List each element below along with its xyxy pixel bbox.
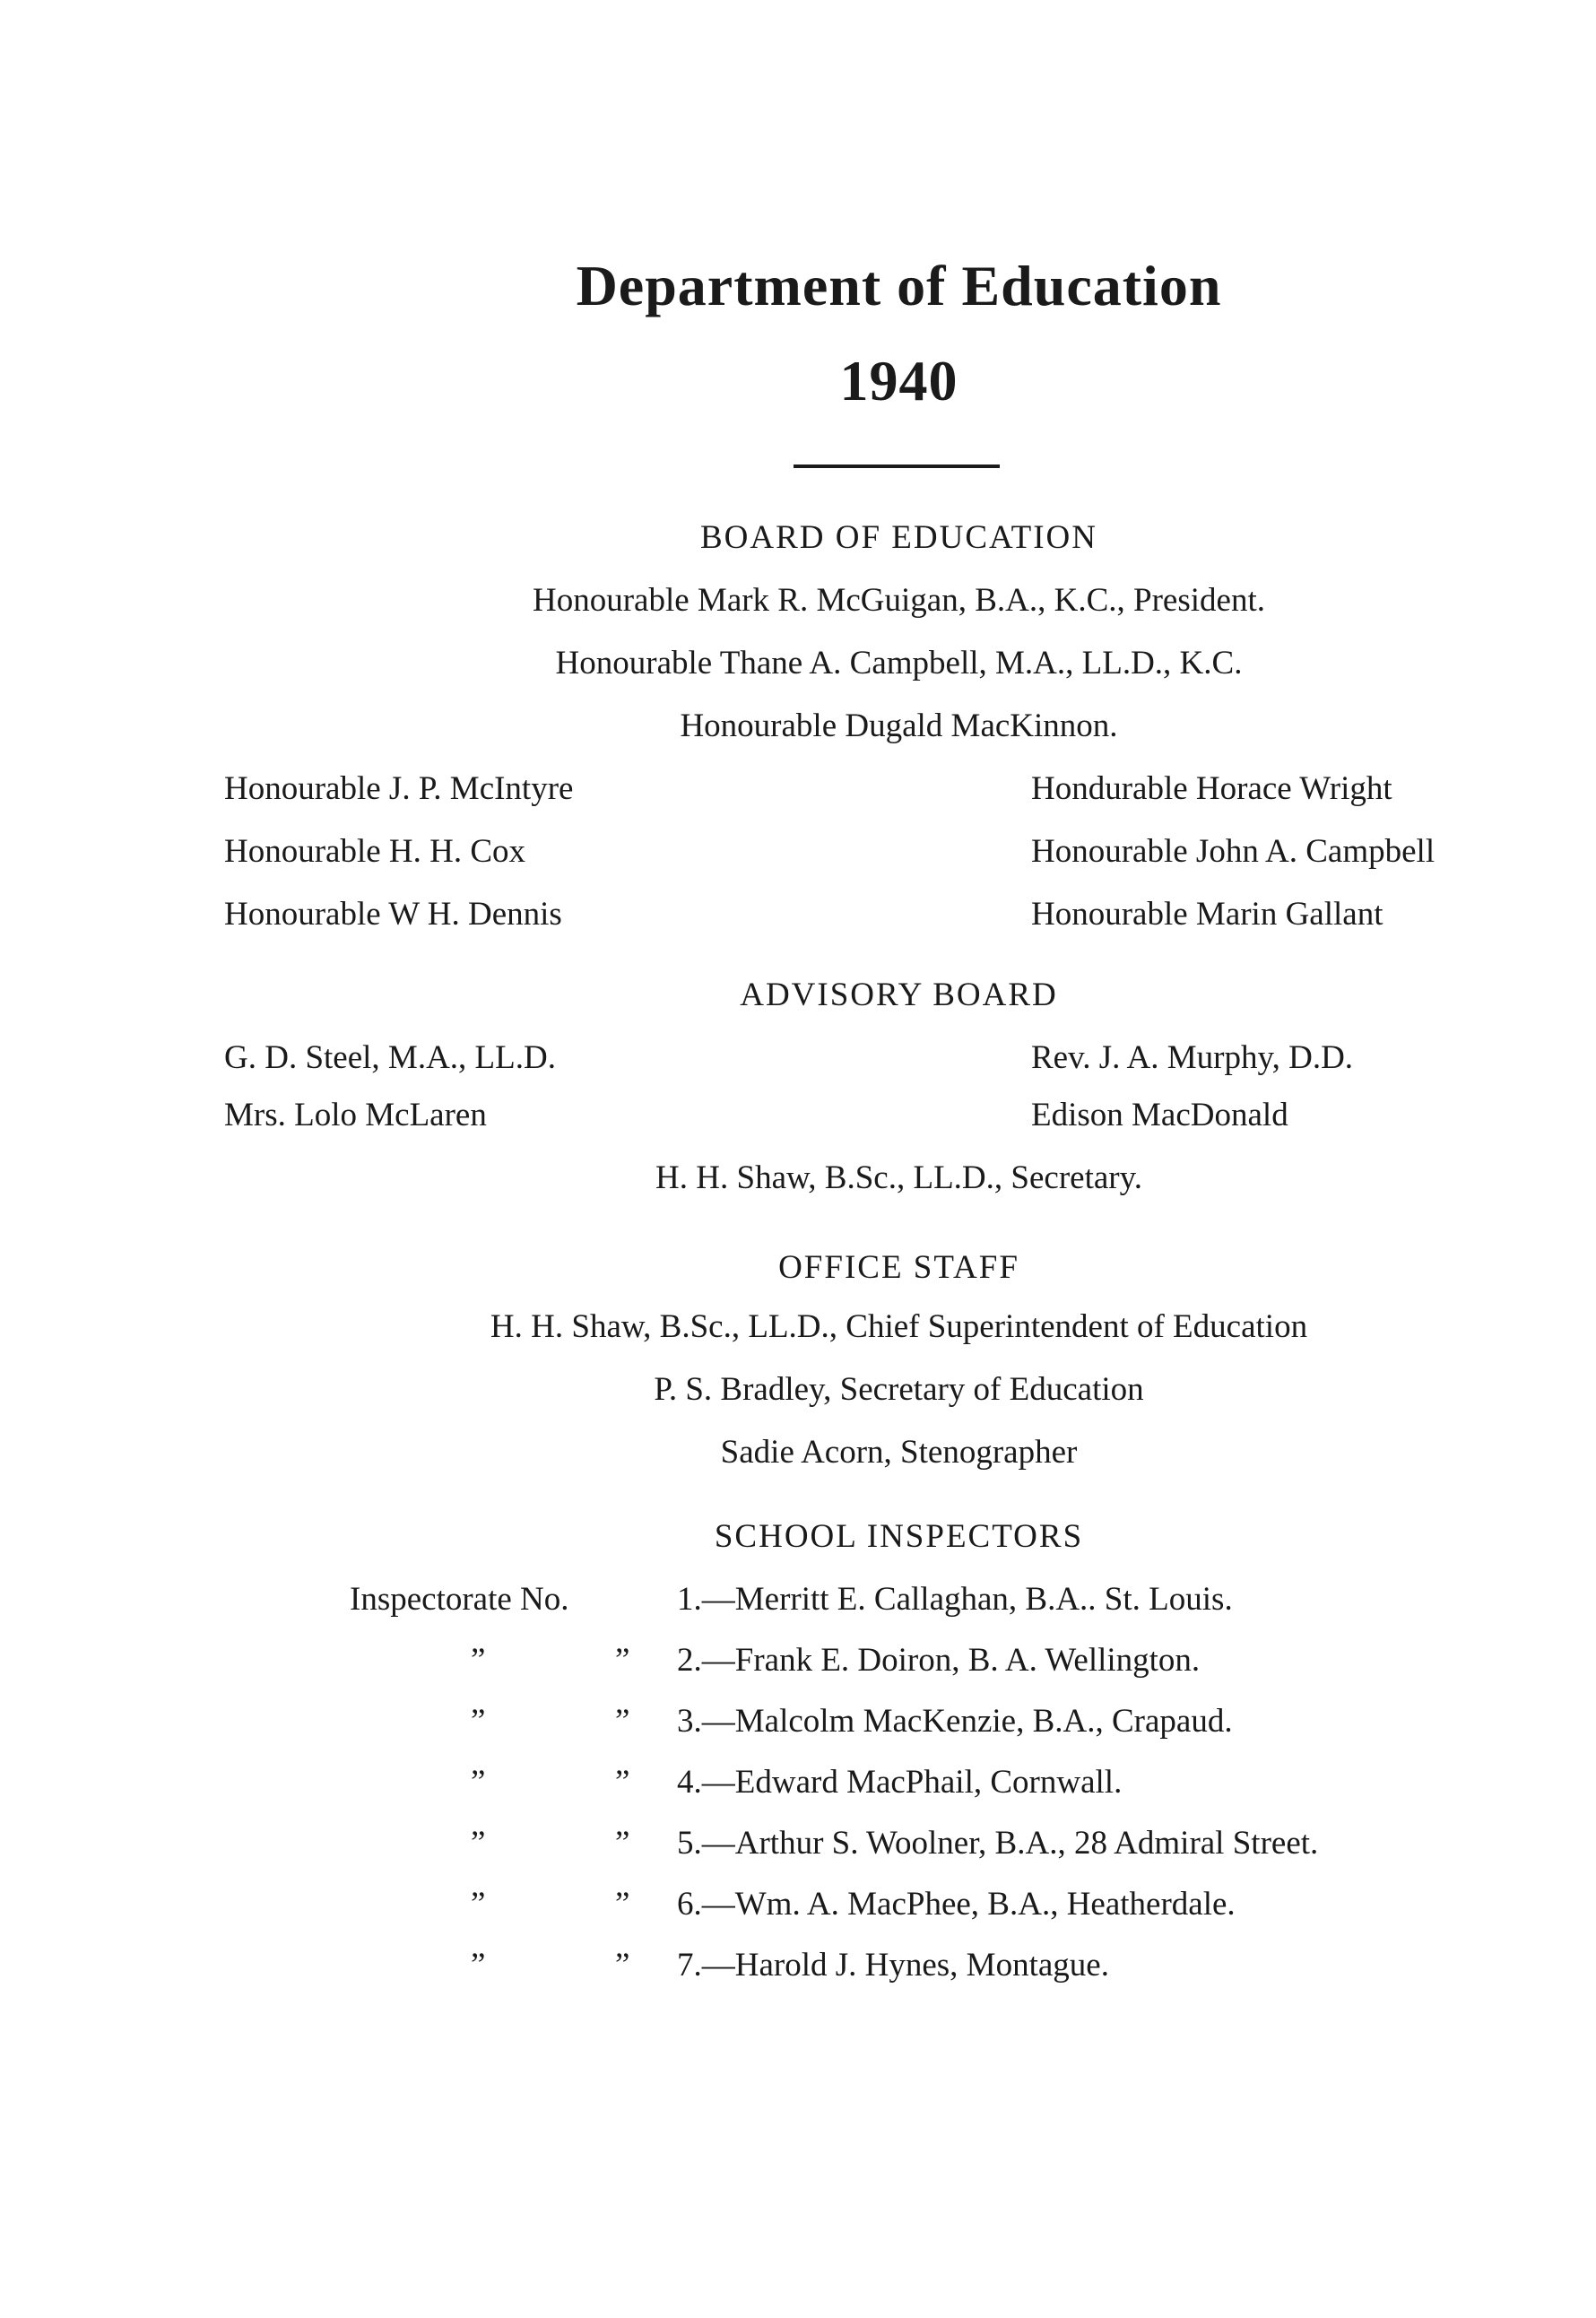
office-staff-heading: OFFICE STAFF [778, 1249, 1019, 1286]
inspector-entry: 2.—Frank E. Doiron, B. A. Wellington. [677, 1642, 1201, 1679]
office-staff-line: Sadie Acorn, Stenographer [720, 1434, 1078, 1471]
inspector-entry: 3.—Malcolm MacKenzie, B.A., Crapaud. [677, 1703, 1233, 1740]
ditto-mark: ” [615, 1947, 630, 1984]
school-inspectors-heading: SCHOOL INSPECTORS [714, 1518, 1084, 1555]
board-member-right: Honourable Marin Gallant [1031, 896, 1383, 933]
advisory-board-heading: ADVISORY BOARD [740, 977, 1058, 1013]
ditto-mark: ” [471, 1886, 486, 1923]
page-title: Department of Education [576, 254, 1222, 317]
ditto-mark: ” [471, 1825, 486, 1862]
inspector-entry: 5.—Arthur S. Woolner, B.A., 28 Admiral Street. [677, 1825, 1319, 1862]
ditto-mark: ” [471, 1642, 486, 1679]
board-member-left: Honourable H. H. Cox [224, 833, 526, 870]
advisory-member-left: Mrs. Lolo McLaren [224, 1097, 487, 1133]
advisory-member-left: G. D. Steel, M.A., LL.D. [224, 1039, 556, 1076]
inspector-entry: 1.—Merritt E. Callaghan, B.A.. St. Louis. [677, 1581, 1233, 1618]
board-member-line: Honourable Mark R. McGuigan, B.A., K.C., President. [533, 582, 1265, 619]
office-staff-line: P. S. Bradley, Secretary of Education [654, 1371, 1144, 1408]
office-staff-line: H. H. Shaw, B.Sc., LL.D., Chief Superintendent of Education [490, 1308, 1308, 1345]
board-member-left: Honourable J. P. McIntyre [224, 770, 574, 807]
board-of-education-heading: BOARD OF EDUCATION [699, 519, 1098, 556]
ditto-mark: ” [471, 1947, 486, 1984]
advisory-secretary: H. H. Shaw, B.Sc., LL.D., Secretary. [655, 1159, 1142, 1196]
ditto-mark: ” [615, 1825, 630, 1862]
page-year: 1940 [839, 349, 958, 412]
inspector-entry: 7.—Harold J. Hynes, Montague. [677, 1947, 1109, 1984]
title-divider [794, 464, 1000, 468]
ditto-mark: ” [615, 1703, 630, 1740]
inspectorate-label: Inspectorate No. [350, 1581, 569, 1618]
advisory-member-right: Rev. J. A. Murphy, D.D. [1031, 1039, 1354, 1076]
ditto-mark: ” [471, 1703, 486, 1740]
ditto-mark: ” [615, 1642, 630, 1679]
ditto-mark: ” [615, 1886, 630, 1923]
board-member-left: Honourable W H. Dennis [224, 896, 562, 933]
board-member-line: Honourable Dugald MacKinnon. [680, 708, 1118, 744]
board-member-right: Hondurable Horace Wright [1031, 770, 1392, 807]
inspector-entry: 4.—Edward MacPhail, Cornwall. [677, 1764, 1123, 1801]
board-member-right: Honourable John A. Campbell [1031, 833, 1436, 870]
board-member-line: Honourable Thane A. Campbell, M.A., LL.D., K.C. [555, 645, 1243, 682]
ditto-mark: ” [471, 1764, 486, 1801]
inspector-entry: 6.—Wm. A. MacPhee, B.A., Heatherdale. [677, 1886, 1236, 1923]
ditto-mark: ” [615, 1764, 630, 1801]
advisory-member-right: Edison MacDonald [1031, 1097, 1288, 1133]
